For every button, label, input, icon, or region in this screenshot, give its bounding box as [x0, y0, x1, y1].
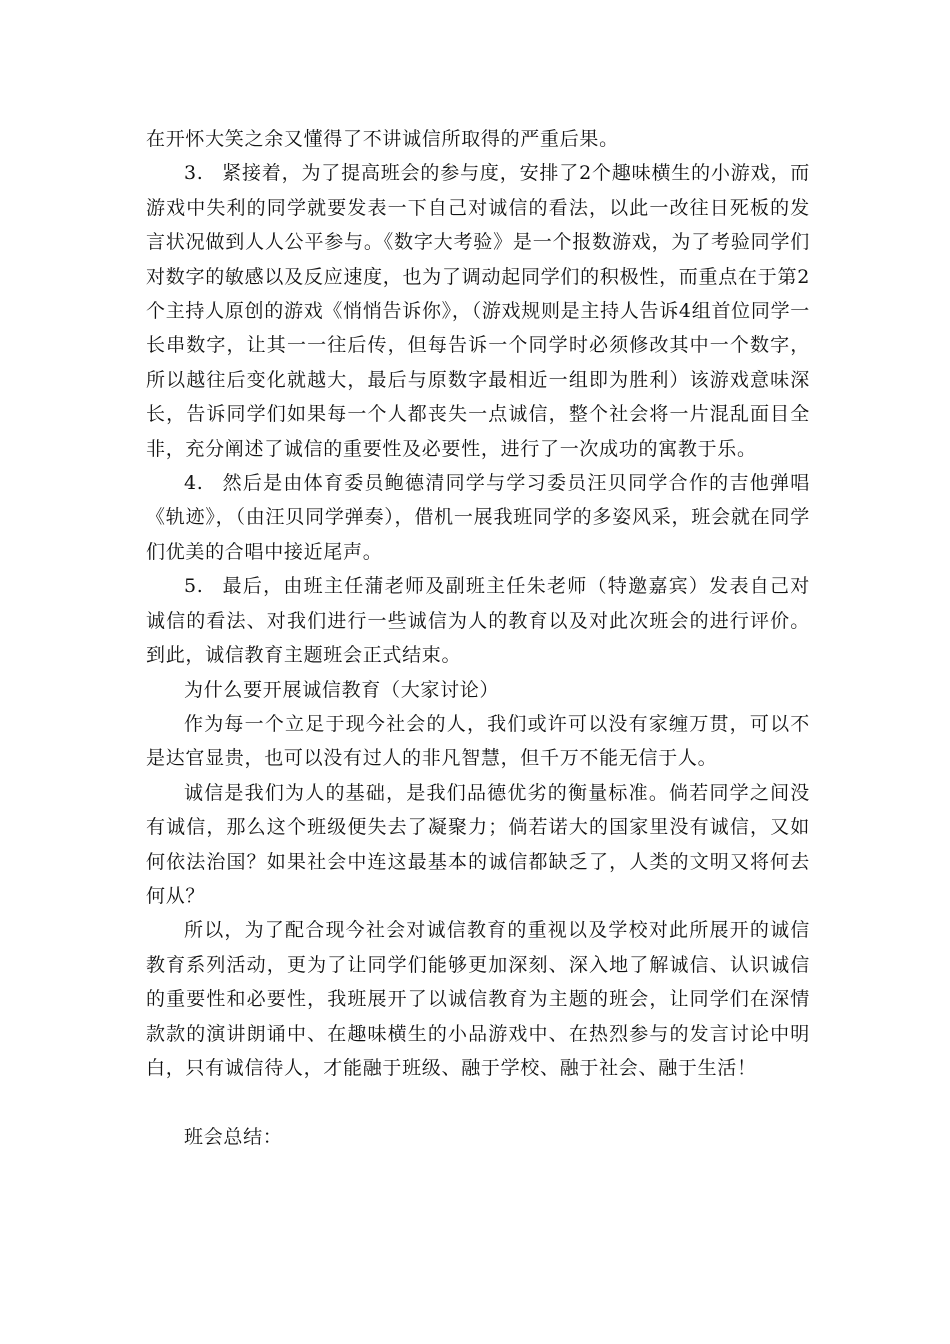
paragraph-continuation — [146, 122, 810, 156]
heading-text: 为什么要开展诚信教育（大家讨论） — [184, 678, 500, 701]
list-item-4 — [146, 466, 810, 569]
paragraph-text: 最后，由班主任蒲老师及副班主任朱老师（特邀嘉宾）发表自己对诚信的看法、对我们进行一些诚信为人的教育以及对此次班会的进行评价。到此，诚信教育主题班会正式结束。 — [146, 575, 810, 667]
paragraph — [146, 776, 810, 914]
list-number: 5. — [184, 575, 204, 598]
heading-text: 班会总结： — [184, 1125, 283, 1148]
blank-line — [146, 1085, 810, 1119]
list-number: 4. — [184, 472, 204, 495]
paragraph — [146, 913, 810, 1085]
list-item-5 — [146, 569, 810, 672]
summary-heading — [146, 1120, 810, 1154]
paragraph-text: 紧接着，为了提高班会的参与度，安排了2个趣味横生的小游戏，而游戏中失利的同学就要发表一下自己对诚信的看法，以此一改往日死板的发言状况做到人人公平参与。《数字大考验》是一个报数游戏，为了考验同学们对数字的敏感以及反应速度，也为了调动起同学们的积极性，而重点在于第2个主持人原创的游戏《悄悄告诉你》，（游戏规则是主持人告诉4组首位同学一长串数字，让其一一往后传，但每告诉一个同学时必须修改其中一个数字，所以越往后变化就越大，最后与原数字最相近一组即为胜利）该游戏意味深长，告诉同学们如果每一个人都丧失一点诚信，整个社会将一片混乱面目全非，充分阐述了诚信的重要性及必要性，进行了一次成功的寓教于乐。 — [146, 162, 810, 460]
paragraph-text: 诚信是我们为人的基础，是我们品德优劣的衡量标准。倘若同学之间没有诚信，那么这个班级便失去了凝聚力；倘若诺大的国家里没有诚信，又如何依法治国？如果社会中连这最基本的诚信都缺乏了，人类的文明又将何去何从？ — [146, 781, 810, 907]
paragraph — [146, 707, 810, 776]
paragraph-text: 作为每一个立足于现今社会的人，我们或许可以没有家缠万贯，可以不是达官显贵，也可以没有过人的非凡智慧，但千万不能无信于人。 — [146, 712, 810, 770]
paragraph-text: 所以，为了配合现今社会对诚信教育的重视以及学校对此所展开的诚信教育系列活动，更为了让同学们能够更加深刻、深入地了解诚信、认识诚信的重要性和必要性，我班展开了以诚信教育为主题的班会，让同学们在深情款款的演讲朗诵中、在趣味横生的小品游戏中、在热烈参与的发言讨论中明白，只有诚信待人，才能融于班级、融于学校、融于社会、融于生活！ — [146, 919, 810, 1079]
document-body — [146, 122, 810, 1154]
paragraph-text: 在开怀大笑之余又懂得了不讲诚信所取得的严重后果。 — [146, 128, 619, 150]
list-item-3 — [146, 156, 810, 466]
paragraph-text: 然后是由体育委员鲍德清同学与学习委员汪贝同学合作的吉他弹唱《轨迹》，（由汪贝同学弹奏），借机一展我班同学的多姿风采，班会就在同学们优美的合唱中接近尾声。 — [146, 472, 810, 563]
section-heading — [146, 673, 810, 707]
list-number: 3. — [184, 162, 204, 185]
